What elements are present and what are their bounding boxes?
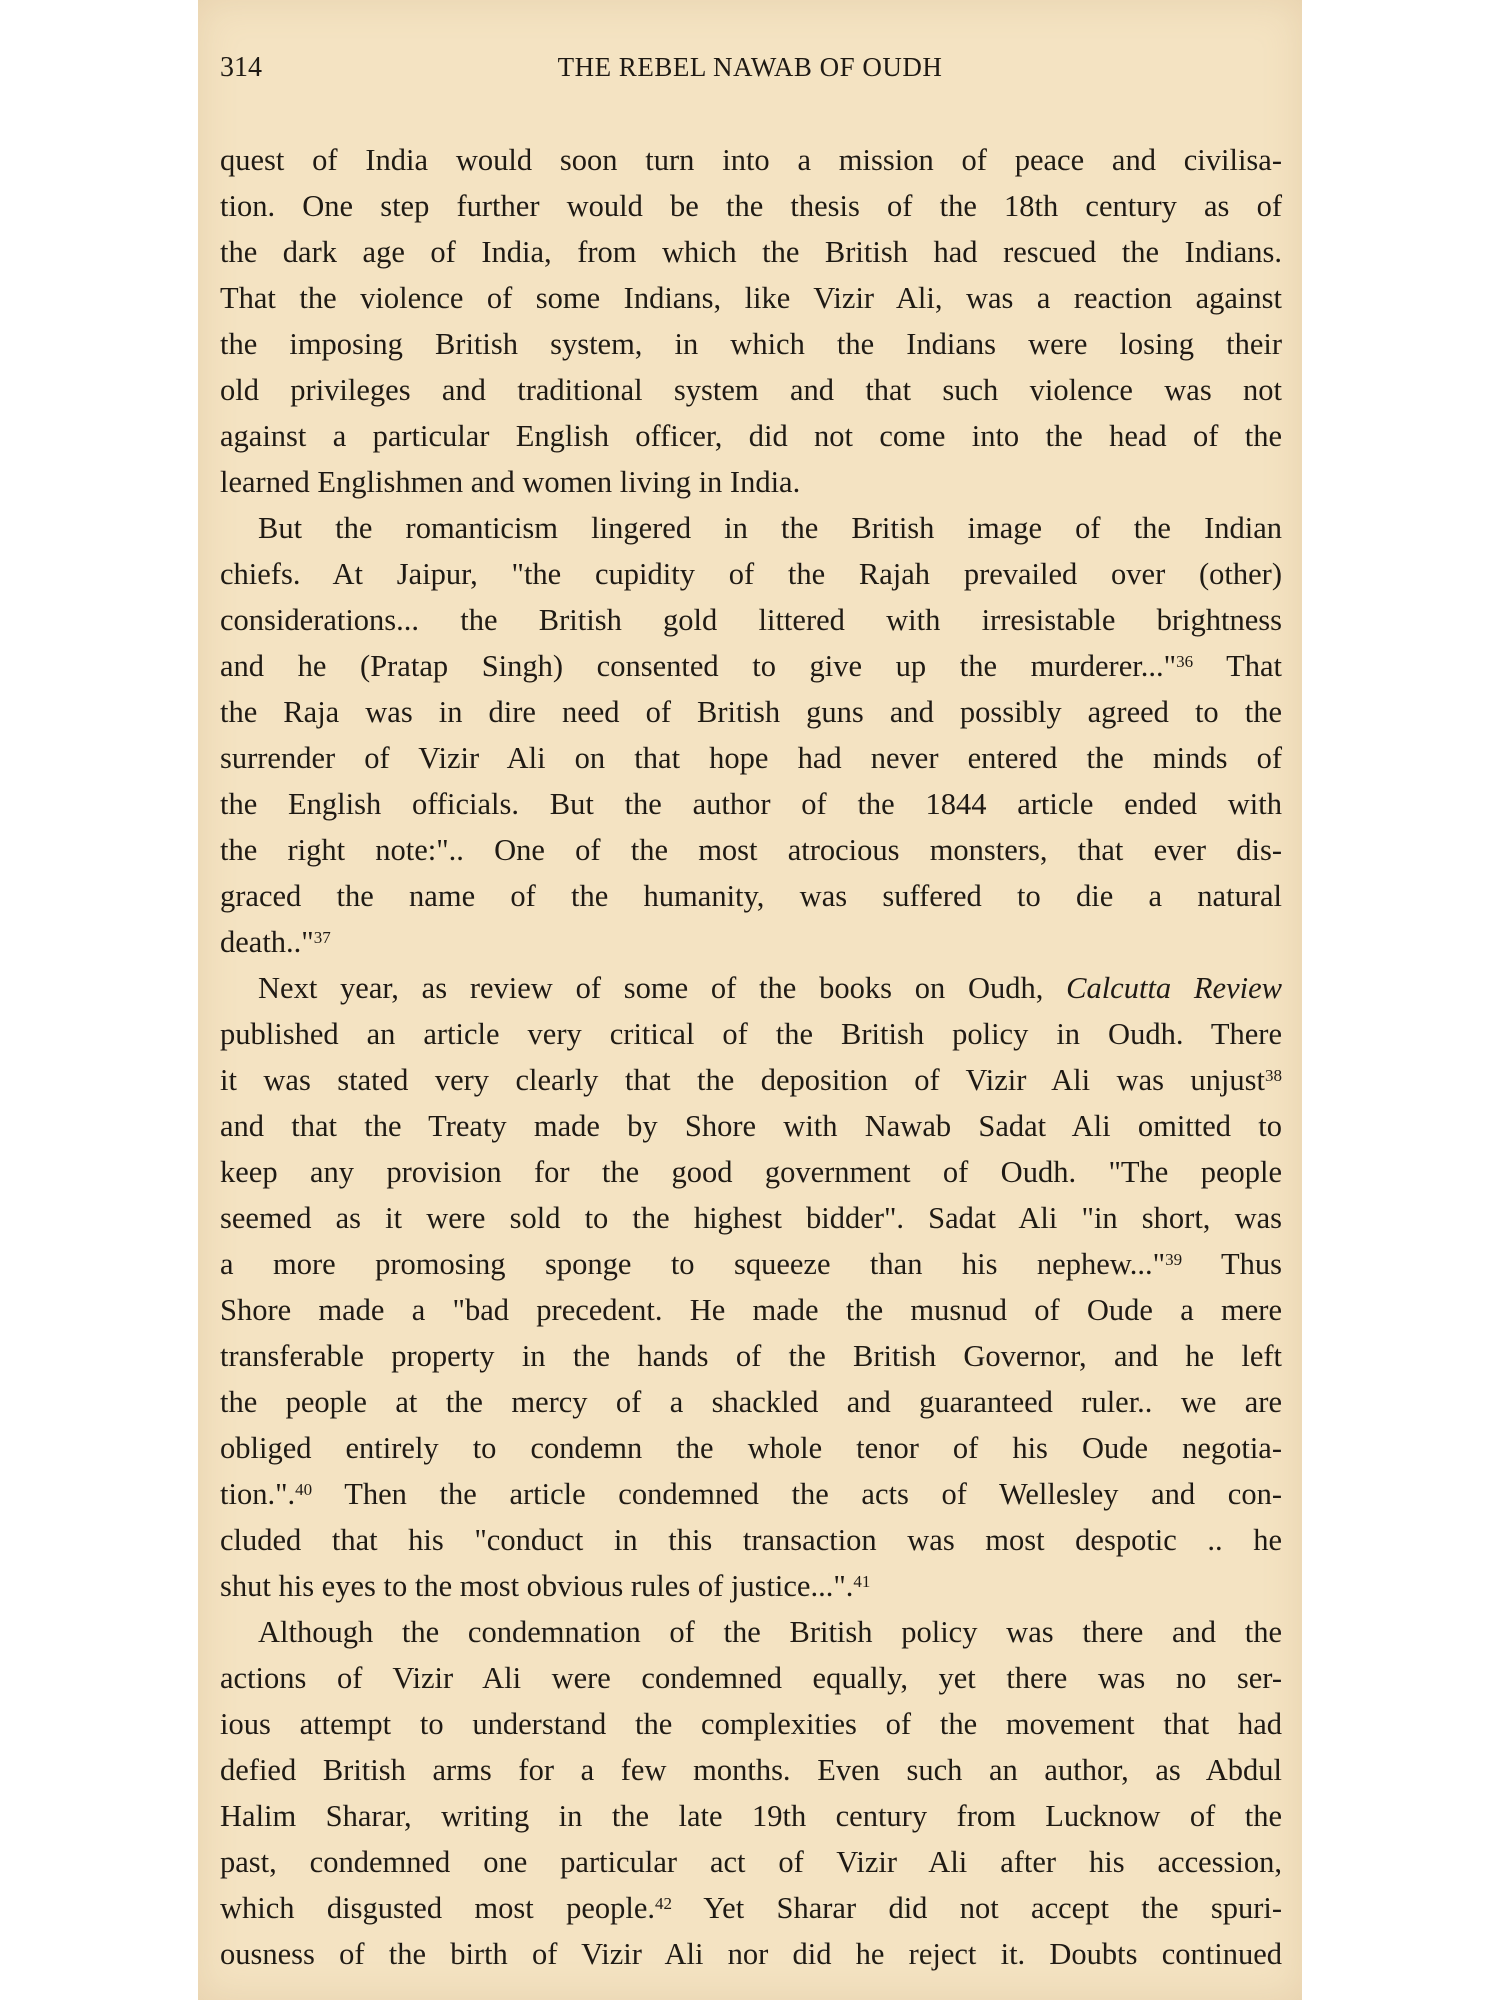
text-line: cluded that his "conduct in this transaction was most despotic .. he xyxy=(220,1523,1282,1557)
line-text: Thus xyxy=(1182,1247,1282,1281)
text-line: actions of Vizir Ali were condemned equally, yet there was no ser- xyxy=(220,1661,1282,1695)
text-line xyxy=(220,1471,1282,1517)
text-line: published an article very critical of the British policy in Oudh. There xyxy=(220,1017,1282,1051)
footnote-ref: 40 xyxy=(295,1479,313,1499)
text-line xyxy=(220,1885,1282,1931)
text-line xyxy=(220,1241,1282,1287)
footnote-ref: 38 xyxy=(1265,1065,1282,1085)
page-header xyxy=(220,52,1280,96)
text-line: defied British arms for a few months. Even such an author, as Abdul xyxy=(220,1753,1282,1787)
text-line: surrender of Vizir Ali on that hope had never entered the minds of xyxy=(220,741,1282,775)
journal-title: Calcutta Review xyxy=(1066,971,1282,1005)
text-line: the dark age of India, from which the British had rescued the Indians. xyxy=(220,235,1282,269)
text-line: and that the Treaty made by Shore with Nawab Sadat Ali omitted to xyxy=(220,1109,1282,1143)
text-line: Shore made a "bad precedent. He made the musnud of Oude a mere xyxy=(220,1293,1282,1327)
text-line: chiefs. At Jaipur, "the cupidity of the Rajah prevailed over (other) xyxy=(220,557,1282,591)
text-line: past, condemned one particular act of Vizir Ali after his accession, xyxy=(220,1845,1282,1879)
text-line: the right note:".. One of the most atrocious monsters, that ever dis- xyxy=(220,833,1282,867)
text-line: tion. One step further would be the thesis of the 18th century as of xyxy=(220,189,1282,223)
line-text: death.." xyxy=(220,925,314,959)
line-text: a more promosing sponge to squeeze than his nephew..." xyxy=(220,1247,1166,1281)
text-line: But the romanticism lingered in the British image of the Indian xyxy=(258,511,1282,545)
text-line: ious attempt to understand the complexities of the movement that had xyxy=(220,1707,1282,1741)
line-text: Next year, as review of some of the books on Oudh, xyxy=(258,971,1067,1005)
text-line: the Raja was in dire need of British guns and possibly agreed to the xyxy=(220,695,1282,729)
text-line: quest of India would soon turn into a mission of peace and civilisa- xyxy=(220,143,1282,177)
line-text: and he (Pratap Singh) consented to give up the murderer..." xyxy=(220,649,1177,683)
text-line: Although the condemnation of the British policy was there and the xyxy=(258,1615,1282,1649)
line-text: it was stated very clearly that the deposition of Vizir Ali was unjust xyxy=(220,1063,1265,1097)
body-text xyxy=(220,137,1282,1977)
book-page xyxy=(198,0,1302,2000)
text-line: obliged entirely to condemn the whole tenor of his Oude negotia- xyxy=(220,1431,1282,1465)
text-line: keep any provision for the good government of Oudh. "The people xyxy=(220,1155,1282,1189)
text-line xyxy=(220,643,1282,689)
footnote-ref: 37 xyxy=(313,927,331,947)
text-line xyxy=(220,1057,1282,1103)
text-line: ousness of the birth of Vizir Ali nor did he reject it. Doubts continued xyxy=(220,1937,1282,1971)
line-text: That xyxy=(1193,649,1283,683)
text-line: against a particular English officer, did not come into the head of the xyxy=(220,419,1282,453)
text-line: seemed as it were sold to the highest bidder". Sadat Ali "in short, was xyxy=(220,1201,1282,1235)
text-line: old privileges and traditional system and that such violence was not xyxy=(220,373,1282,407)
page-number: 314 xyxy=(220,52,262,83)
footnote-ref: 42 xyxy=(655,1893,672,1913)
footnote-ref: 36 xyxy=(1176,651,1194,671)
footnote-ref: 39 xyxy=(1165,1249,1183,1269)
text-line xyxy=(220,919,1282,965)
text-line: Halim Sharar, writing in the late 19th century from Lucknow of the xyxy=(220,1799,1282,1833)
line-text: which disgusted most people. xyxy=(220,1891,655,1925)
text-line: That the violence of some Indians, like Vizir Ali, was a reaction against xyxy=(220,281,1282,315)
text-line: graced the name of the humanity, was suffered to die a natural xyxy=(220,879,1282,913)
text-line: learned Englishmen and women living in India. xyxy=(220,465,801,499)
text-line: transferable property in the hands of the British Governor, and he left xyxy=(220,1339,1282,1373)
running-head: THE REBEL NAWAB OF OUDH xyxy=(557,52,943,82)
line-text: Yet Sharar did not accept the spuri- xyxy=(672,1891,1282,1925)
text-line: the people at the mercy of a shackled and guaranteed ruler.. we are xyxy=(220,1385,1282,1419)
text-line: the imposing British system, in which the Indians were losing their xyxy=(220,327,1282,361)
text-line xyxy=(220,1563,1282,1609)
line-text: shut his eyes to the most obvious rules of justice...". xyxy=(220,1569,854,1603)
text-line: the English officials. But the author of the 1844 article ended with xyxy=(220,787,1282,821)
text-line: considerations... the British gold littered with irresistable brightness xyxy=(220,603,1282,637)
line-text: tion.". xyxy=(220,1477,296,1511)
line-text: Then the article condemned the acts of Wellesley and con- xyxy=(312,1477,1282,1511)
text-line xyxy=(220,965,1282,1011)
footnote-ref: 41 xyxy=(853,1571,871,1591)
